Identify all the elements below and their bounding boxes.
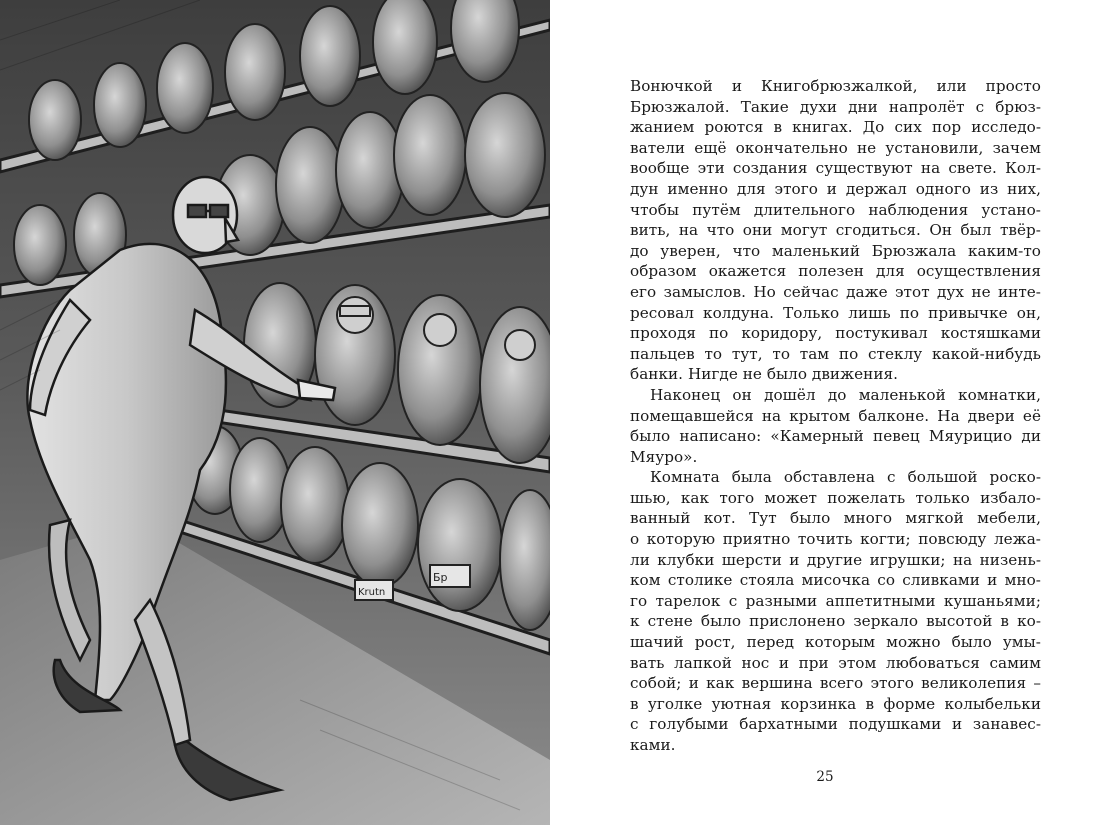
text-line: о которую приятно точить когти; повсюду лежа- [630, 530, 1041, 549]
text-line: пальцев то тут, то там по стеклу какой-нибудь [630, 344, 1041, 363]
text-line: вообще эти создания существуют на свете. Кол- [630, 159, 1041, 178]
text-line: с голубыми бархатными подушками и занавес- [630, 715, 1041, 734]
text-line: чтобы путём длительного наблюдения устано- [630, 200, 1041, 219]
text-line: проходя по коридору, постукивал костяшками [630, 324, 1041, 343]
text-line: жанием роются в книгах. До сих пор исследо- [630, 118, 1041, 137]
text-line: го тарелок с разными аппетитными кушаньями; [630, 591, 1041, 610]
text-line: образом окажется полезен для осуществления [630, 262, 1041, 281]
text-line: вить, на что они могут сгодиться. Он был твёр- [630, 221, 1041, 240]
text-line: ванный кот. Тут было много мягкой мебели, [630, 509, 1041, 528]
text-line: дун именно для этого и держал одного из них, [630, 179, 1041, 198]
text-line: до уверен, что маленький Брюзжала каким-то [630, 241, 1041, 260]
text-line: банки. Нигде не было движения. [630, 365, 899, 384]
text-line: шачий рост, перед которым можно было умы- [630, 633, 1041, 652]
text-line: шью, как того может пожелать только избало- [630, 488, 1041, 507]
text-line: Брюзжалой. Такие духи дни напролёт с брюз- [630, 97, 1041, 116]
page-number: 25 [816, 769, 834, 785]
text-line: Вонючкой и Книгобрюзжалкой, или просто [630, 77, 1041, 95]
text-line: его замыслов. Но сейчас даже этот дух не инте- [630, 282, 1041, 301]
text-line: ками. [630, 736, 676, 754]
text-line: ли клубки шерсти и другие игрушки; на низень- [630, 550, 1041, 569]
text-line: ком столике стояла мисочка со сливками и мно- [630, 571, 1041, 590]
text-line: вать лапкой нос и при этом любоваться самим [630, 653, 1041, 672]
text-line: ресовал колдуна. Только лишь по привычке он, [630, 303, 1041, 322]
text-line: в уголке уютная корзинка в форме колыбельки [630, 694, 1041, 713]
text-line: Наконец он дошёл до маленькой комнатки, [650, 385, 1041, 404]
body-text [630, 76, 1041, 756]
text-line: к стене было прислонено зеркало высотой в ко- [630, 612, 1041, 631]
text-line: помещавшейся на крытом балконе. На двери её [630, 406, 1041, 425]
jar-label-2: Krutn [358, 587, 386, 598]
text-line: было написано: «Камерный певец Мяурицио ди [630, 427, 1041, 446]
text-line: ватели ещё окончательно не установили, зачем [630, 138, 1041, 157]
text-line: Мяуро». [630, 447, 698, 466]
text-line: собой; и как вершина всего этого великолепия – [630, 674, 1041, 693]
text-page [550, 0, 1100, 825]
jar-label-1: Бр [433, 571, 448, 584]
text-line: Комната была обставлена с большой роско- [650, 468, 1041, 487]
